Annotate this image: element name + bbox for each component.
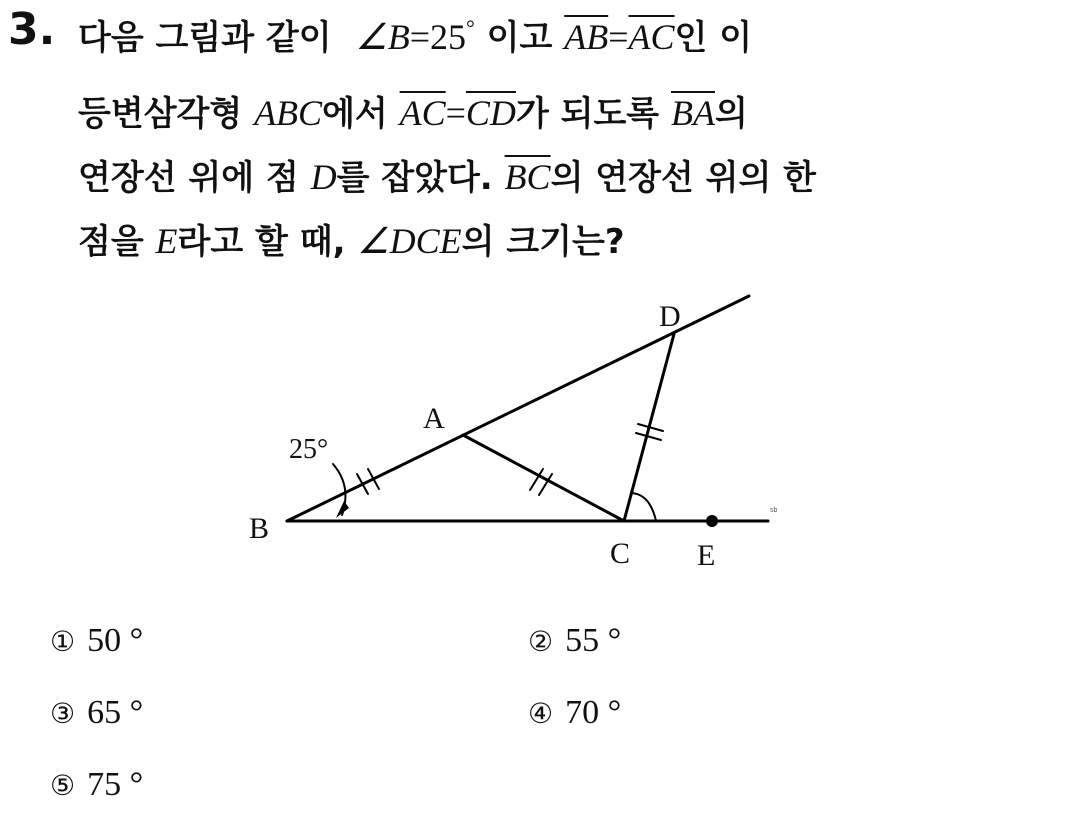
math-value: 25 xyxy=(430,17,467,57)
text: 이고 xyxy=(474,18,565,58)
choice-value: 75 ° xyxy=(87,766,144,803)
text: 라고 할 때, xyxy=(177,222,358,262)
math-degree: ° xyxy=(466,15,475,40)
label-d: D xyxy=(659,300,681,333)
text: 의 연장선 위의 한 xyxy=(550,158,816,198)
text: 다음 그림과 같이 xyxy=(78,18,332,58)
text: 에서 xyxy=(322,94,400,134)
choice-mark: ② xyxy=(528,625,554,658)
text: 등변삼각형 xyxy=(78,94,255,134)
segment-ba: $\overline{BA}$ xyxy=(671,93,715,133)
math-equals: = xyxy=(445,93,466,133)
choice-mark: ④ xyxy=(528,697,554,730)
angle-arc-dce xyxy=(631,493,656,521)
point-e: E xyxy=(155,221,178,261)
text: 가 되도록 xyxy=(515,94,671,134)
text: 를 잡았다. xyxy=(336,158,505,198)
segment-ac-line xyxy=(463,435,624,521)
text: 점을 xyxy=(78,222,156,262)
text: 연장선 위에 점 xyxy=(78,158,311,198)
math-equals: = xyxy=(409,17,431,57)
svg-text:sb: sb xyxy=(770,507,778,514)
text: 의 크기는? xyxy=(461,222,625,262)
segment-ac: $\overline{AC}$ xyxy=(628,17,675,57)
math-equals: = xyxy=(608,17,629,57)
tick-ab-2 xyxy=(368,469,379,489)
segment-ac: $\overline{AC}$ xyxy=(399,93,446,133)
point-e-dot xyxy=(706,515,718,527)
choice-3[interactable] xyxy=(50,694,143,732)
label-a: A xyxy=(423,402,445,435)
angle-dce: ∠DCE xyxy=(357,221,462,261)
point-d: D xyxy=(310,157,337,197)
segment-cd: $\overline{CD}$ xyxy=(465,93,516,133)
choice-value: 50 ° xyxy=(87,622,144,659)
choice-mark: ① xyxy=(50,625,76,658)
label-b: B xyxy=(249,512,270,545)
label-e: E xyxy=(697,539,716,572)
choice-mark: ③ xyxy=(50,697,76,730)
text: 의 xyxy=(714,94,748,134)
choice-2[interactable] xyxy=(528,622,621,660)
segment-ab: $\overline{AB}$ xyxy=(564,17,609,57)
segment-bc: $\overline{BC}$ xyxy=(504,157,551,197)
text: 인 이 xyxy=(674,18,753,58)
question-number: 3. xyxy=(8,4,56,55)
math-angle-b: ∠B xyxy=(355,17,410,57)
choice-5[interactable] xyxy=(50,766,143,804)
label-angle-25: 25° xyxy=(289,434,329,465)
choice-mark: ⑤ xyxy=(50,769,76,802)
choice-4[interactable] xyxy=(528,694,621,732)
choice-value: 55 ° xyxy=(565,622,622,659)
choice-value: 65 ° xyxy=(87,694,144,731)
choice-1[interactable] xyxy=(50,622,143,660)
triangle-abc: ABC xyxy=(254,93,323,133)
choice-value: 70 ° xyxy=(565,694,622,731)
label-c: C xyxy=(610,537,631,570)
